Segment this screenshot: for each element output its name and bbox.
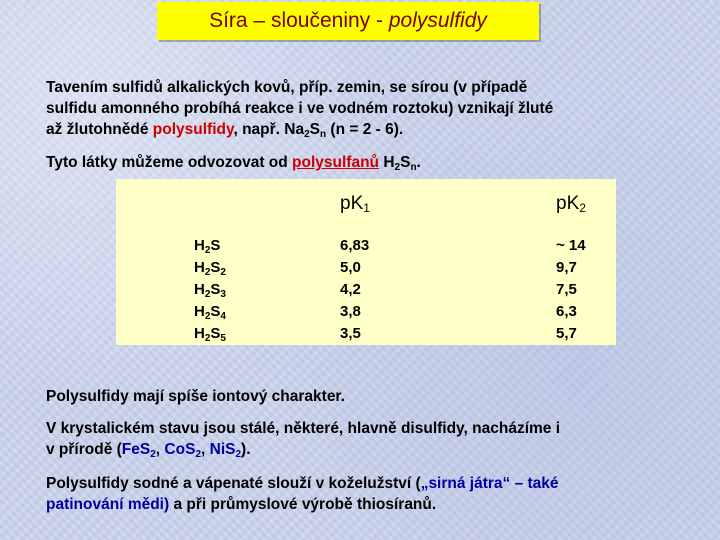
derive-text: Tyto látky můžeme odvozovat od (46, 154, 293, 171)
pk1-value: 5,0 (340, 259, 361, 276)
h-subscript: 2 (394, 162, 401, 173)
compound-row: $H_2S_3$ (194, 281, 226, 300)
pk1-value: 3,5 (340, 325, 361, 342)
pk1-value: 3,8 (340, 303, 361, 320)
compound-row: $H_2S_2$ (194, 259, 226, 278)
pk2-value: 7,5 (556, 281, 577, 298)
intro-paragraph (46, 77, 553, 145)
usage-paragraph (46, 473, 559, 515)
intro-line-3: až žlutohnědé (46, 121, 153, 138)
polysulfany-link[interactable]: polysulfanů (292, 154, 380, 171)
n-subscript: n (410, 162, 417, 173)
pk2-value: 6,3 (556, 303, 577, 320)
compound-row: $H_2S_5$ (194, 325, 226, 344)
h-symbol: H (379, 154, 395, 171)
nis2-formula: NiS$_2$ (209, 441, 242, 460)
compound-column (194, 235, 226, 345)
pk1-header: $pK_1$ (340, 193, 370, 215)
s-symbol: S (400, 154, 411, 171)
pk2-value: 5,7 (556, 325, 577, 342)
pk1-value: 6,83 (340, 237, 370, 254)
intro-line-2: sulfidu amonného probíhá reakce i ve vodném roztoku) vznikají žluté (46, 100, 554, 117)
fes2-formula: FeS$_2$ (121, 441, 156, 460)
title-italic: polysulfidy (388, 9, 487, 32)
cos2-formula: CoS$_2$ (164, 441, 201, 460)
pk2-value: ~ 14 (556, 237, 586, 254)
pk2-value: 9,7 (556, 259, 577, 276)
pk1-column (340, 235, 369, 345)
ionic-paragraph: Polysulfidy mají spíše iontový charakter. (46, 388, 345, 405)
compound-row: $H_2S_4$ (194, 303, 226, 322)
derive-end: . (416, 154, 421, 171)
usage-line-2: a při průmyslové výrobě thiosíranů. (169, 496, 437, 513)
n-range: (n = 2 - 6). (326, 121, 404, 138)
pk-table (116, 179, 616, 345)
slide-title (157, 2, 539, 40)
compound-row: $H_2S$ (194, 237, 221, 256)
n-subscript: n (320, 129, 327, 140)
pk2-column (556, 235, 586, 345)
pk2-header: $pK_2$ (556, 193, 586, 215)
polysulfidy-highlight: polysulfidy (152, 121, 234, 138)
intro-example: , např. Na (233, 121, 305, 138)
sulfur-symbol: S (309, 121, 321, 138)
usage-line-1: Polysulfidy sodné a vápenaté slouží v koželužství ( (46, 475, 421, 492)
title-main: Síra – sloučeniny - (209, 9, 389, 32)
na-subscript: 2 (304, 129, 310, 140)
derive-paragraph (46, 152, 421, 178)
pk1-value: 4,2 (340, 281, 361, 298)
crystal-line-2: v přírodě ( (46, 441, 122, 458)
intro-line-1: Tavením sulfidů alkalických kovů, příp. zemin, se sírou (v případě (46, 79, 528, 96)
patinovani-term: patinování mědi) (46, 496, 170, 513)
crystal-line-1: V krystalickém stavu jsou stálé, některé, hlavně disulfidy, nacházíme i (46, 420, 561, 437)
sirna-jatra-term: „sirná játra“ – také (420, 475, 559, 492)
crystal-paragraph: V krystalickém stavu jsou stálé, některé, hlavně disulfidy, nacházíme i v přírodě (FeS$_2$, CoS$_2$, NiS$_2$). (46, 420, 561, 460)
